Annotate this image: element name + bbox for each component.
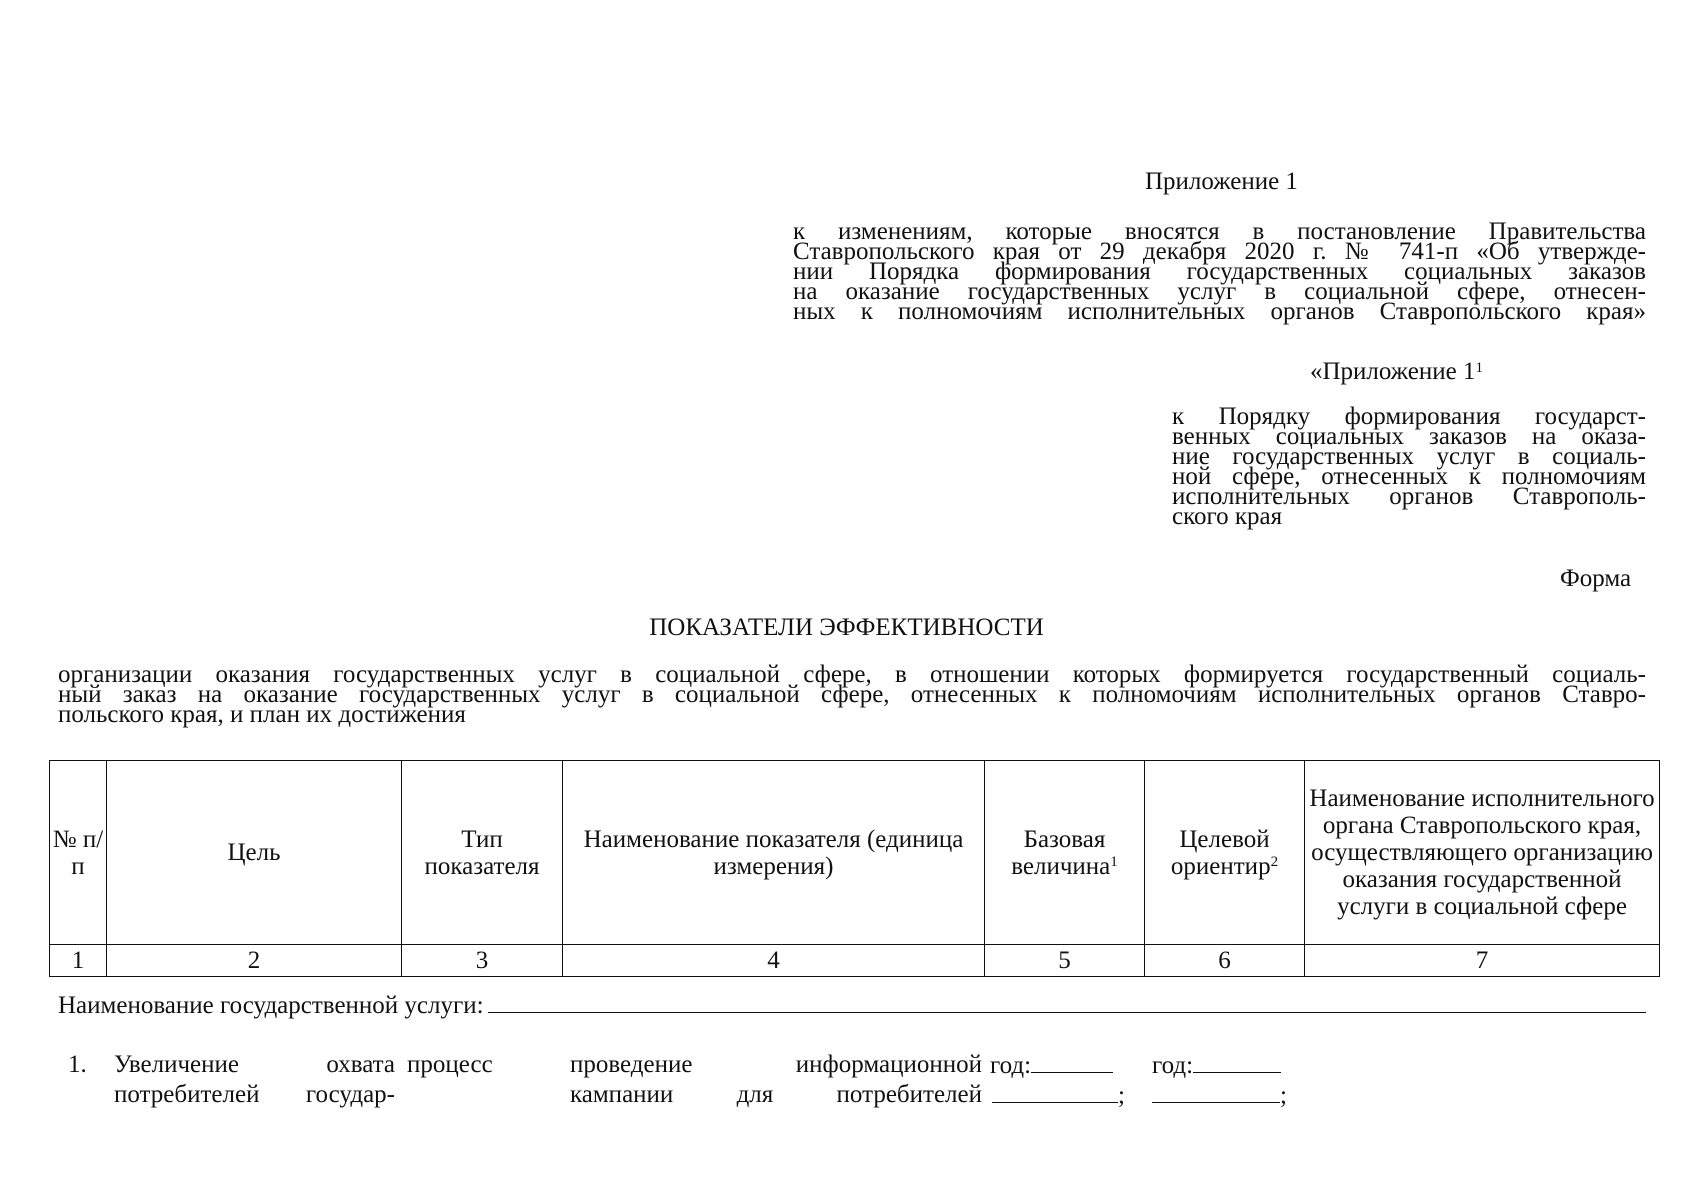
- col-header-goal: Цель: [107, 761, 402, 945]
- service-name-blank[interactable]: [488, 990, 1646, 1013]
- intro-line: на оказание государственных услуг в социальной сфере, отнесен-: [793, 278, 1646, 305]
- row-1-year-1: [990, 1050, 1113, 1081]
- appendix-1-1-line: венных социальных заказов на оказа-: [1172, 423, 1646, 450]
- row-1-name-line: кампании для потребителей: [570, 1081, 982, 1108]
- form-label: Форма: [1560, 565, 1632, 592]
- column-number: 3: [402, 945, 563, 977]
- row-1-goal-line: потребителей государ-: [114, 1081, 395, 1108]
- col-header-num: № п/п: [50, 761, 107, 945]
- col-header-org: Наименование исполнительного органа Ставропольского края, осуществляющего организацию оказания государственной услуги в социальной сфере: [1305, 761, 1660, 945]
- column-number: 2: [107, 945, 402, 977]
- appendix-1-1-intro: [1172, 403, 1646, 530]
- subtitle-line: организации оказания государственных услуг в социальной сфере, в отношении которых формируется государственный социаль-: [58, 661, 1646, 688]
- column-number: 7: [1305, 945, 1660, 977]
- year-label: год:: [990, 1052, 1032, 1079]
- appendix-1-1-line: ной сфере, отнесенных к полномочиям: [1172, 463, 1646, 490]
- subtitle-line: польского края, и план их достижения: [58, 701, 466, 728]
- col-header-target-sup: 2: [1270, 853, 1279, 870]
- row-1-number: 1.: [68, 1051, 87, 1078]
- intro-line: нии Порядка формирования государственных социальных заказов: [793, 258, 1646, 285]
- appendix-1-1-text: «Приложение 1: [1310, 358, 1476, 385]
- row-1-goal: [114, 1050, 395, 1110]
- value-blank[interactable]: [992, 1080, 1118, 1103]
- year-blank[interactable]: [1193, 1050, 1281, 1073]
- row-1-indicator-name: [570, 1050, 982, 1110]
- col-header-target: [1145, 761, 1305, 945]
- column-number: 4: [563, 945, 985, 977]
- appendix-intro: [793, 218, 1646, 325]
- col-header-base-sup: 1: [1110, 853, 1118, 870]
- year-label: год:: [1152, 1052, 1194, 1079]
- row-1-name-line: проведение информационной: [570, 1051, 982, 1078]
- col-header-target-text: Целевой ориентир: [1170, 825, 1271, 880]
- subtitle-line: ный заказ на оказание государственных услуг в социальной сфере, отнесенных к полномочиям исполнительных органов Ставро-: [58, 681, 1646, 708]
- appendix-1-1-sup: 1: [1475, 360, 1483, 376]
- appendix-1-1-line: ние государственных услуг в социаль-: [1172, 443, 1646, 470]
- service-name-row: [58, 990, 1646, 1019]
- row-1-year-2: [1152, 1050, 1281, 1081]
- appendix-label: Приложение 1: [1145, 168, 1298, 195]
- row-1-value-1: [992, 1080, 1125, 1111]
- intro-line: к изменениям, которые вносятся в постановление Правительства: [793, 218, 1646, 245]
- appendix-1-1-line: ского края: [1172, 503, 1283, 530]
- row-1-value-2: [1152, 1080, 1287, 1111]
- value-blank[interactable]: [1152, 1080, 1280, 1103]
- intro-line: ных к полномочиям исполнительных органов Ставропольского края»: [793, 298, 1646, 325]
- table-header-row: [50, 761, 1660, 945]
- subtitle: [58, 661, 1646, 728]
- service-name-label: Наименование государственной услуги:: [58, 992, 484, 1019]
- intro-line: Ставропольского края от 29 декабря 2020 г. № 741-п «Об утвержде-: [793, 238, 1646, 265]
- row-1-goal-line: Увеличение охвата: [114, 1051, 395, 1078]
- col-header-base-text: Базовая величина: [1011, 825, 1111, 880]
- column-number-row: [50, 945, 1660, 977]
- year-blank[interactable]: [1031, 1050, 1113, 1073]
- col-header-type: Тип показателя: [402, 761, 563, 945]
- appendix-1-1-label: [1310, 358, 1483, 385]
- appendix-1-1-line: к Порядку формирования государст-: [1172, 403, 1646, 430]
- row-1-type: процесс: [407, 1051, 493, 1078]
- indicators-table: [49, 760, 1660, 977]
- column-number: 5: [985, 945, 1145, 977]
- value-semicolon: ;: [1280, 1082, 1287, 1109]
- column-number: 1: [50, 945, 107, 977]
- col-header-name: Наименование показателя (единица измерения): [563, 761, 985, 945]
- col-header-base: [985, 761, 1145, 945]
- page-title: ПОКАЗАТЕЛИ ЭФФЕКТИВНОСТИ: [649, 614, 1044, 641]
- value-semicolon: ;: [1118, 1082, 1125, 1109]
- appendix-1-1-line: исполнительных органов Ставрополь-: [1172, 483, 1646, 510]
- column-number: 6: [1145, 945, 1305, 977]
